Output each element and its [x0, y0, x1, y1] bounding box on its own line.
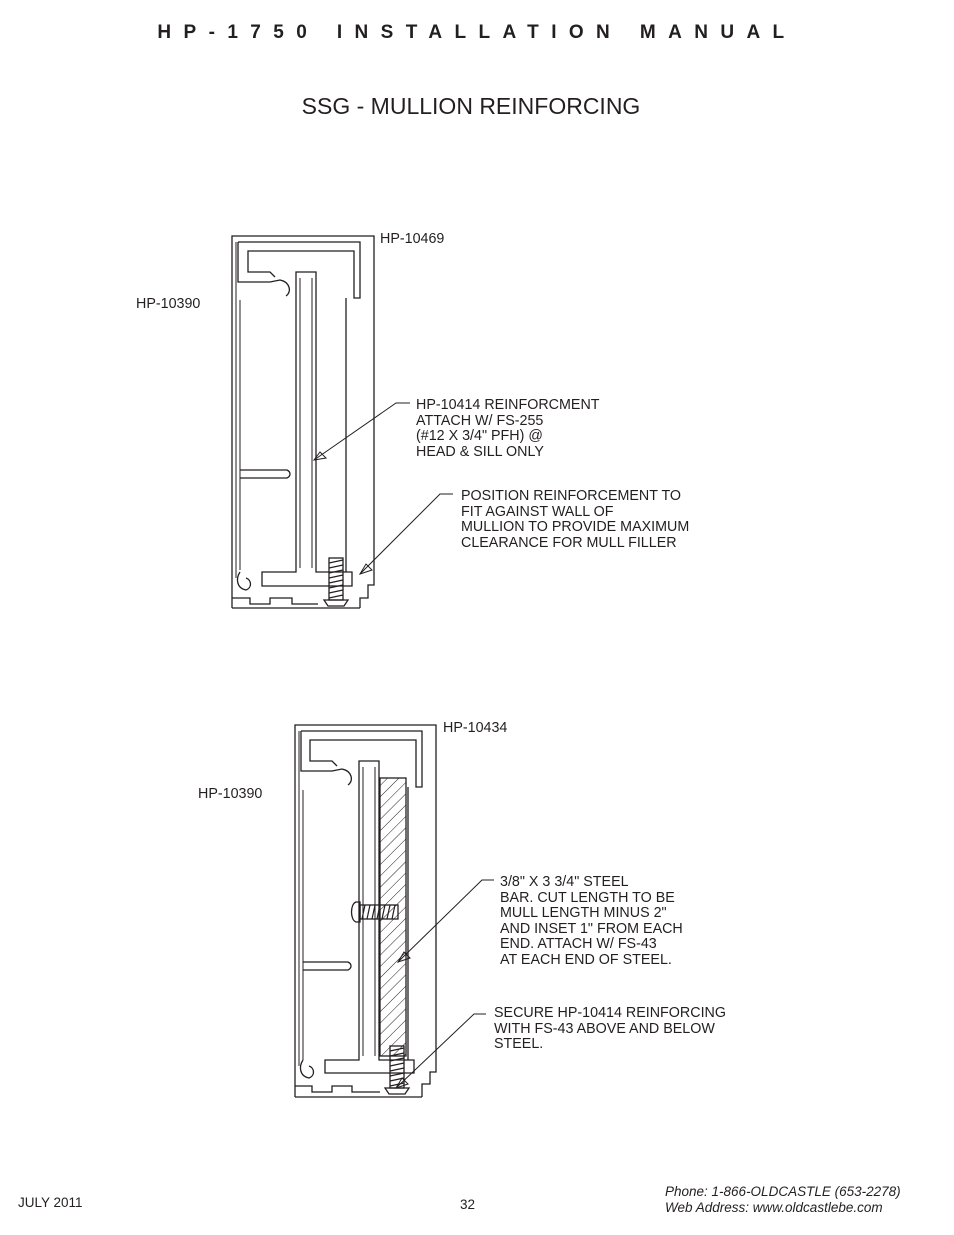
footer-phone: Phone: 1-866-OLDCASTLE (653-2278) — [665, 1184, 901, 1199]
secure-note-callout: SECURE HP-10414 REINFORCING WITH FS-43 ABOVE AND BELOW STEEL. — [494, 1005, 726, 1053]
part-label-hp-10390-2: HP-10390 — [198, 786, 263, 802]
manual-header: HP-1750 INSTALLATION MANUAL — [157, 22, 797, 43]
page-number: 32 — [460, 1197, 476, 1212]
position-note-callout: POSITION REINFORCEMENT TO FIT AGAINST WALL OF MULLION TO PROVIDE MAXIMUM CLEARANCE FOR MULL FILLER — [461, 488, 690, 551]
part-label-hp-10434: HP-10434 — [443, 720, 508, 736]
steel-bar-callout: 3/8" X 3 3/4" STEEL BAR. CUT LENGTH TO BE MULL LENGTH MINUS 2" AND INSET 1" FROM EACH END. ATTACH W/ FS-43 AT EACH END OF STEEL. — [500, 874, 683, 968]
footer-contact — [665, 1184, 901, 1216]
page-title: SSG - MULLION REINFORCING — [301, 93, 641, 119]
part-label-hp-10469: HP-10469 — [380, 231, 445, 247]
footer-web: Web Address: www.oldcastlebe.com — [665, 1200, 883, 1215]
reinforcement-callout: HP-10414 REINFORCMENT ATTACH W/ FS-255 (#12 X 3/4" PFH) @ HEAD & SILL ONLY — [416, 397, 600, 460]
footer-date: JULY 2011 — [18, 1195, 83, 1210]
part-label-hp-10390: HP-10390 — [136, 296, 201, 312]
mullion-section-detail-2 — [295, 725, 494, 1097]
